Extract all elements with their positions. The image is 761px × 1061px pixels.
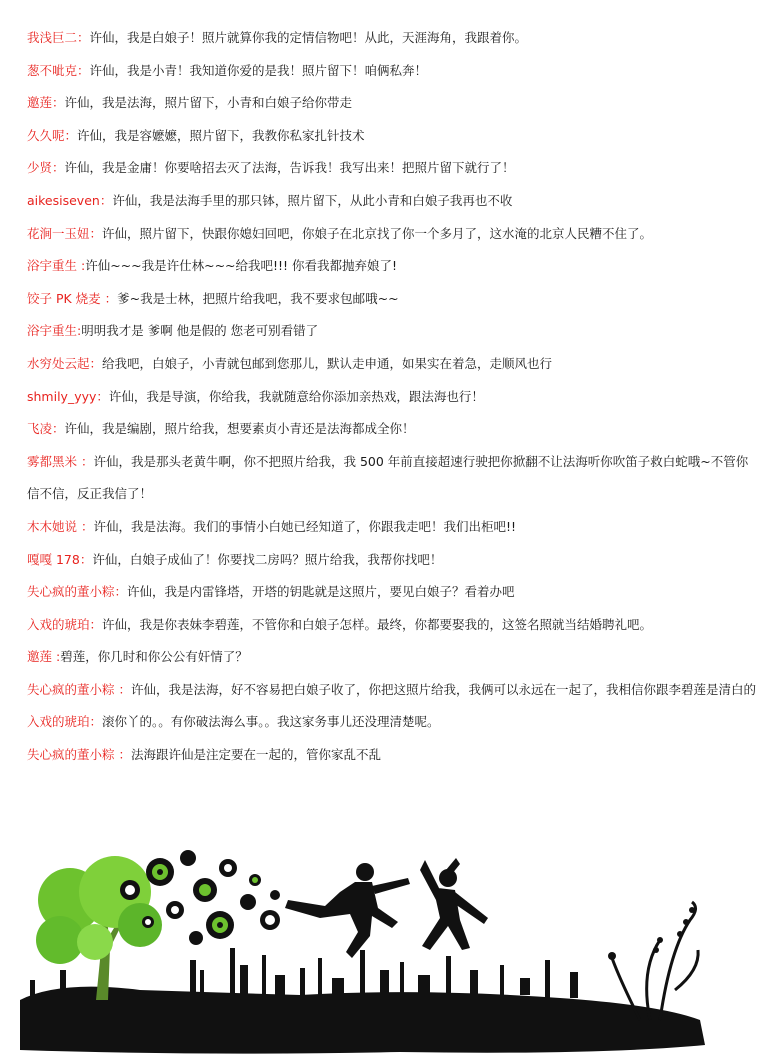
comment-text: 许仙，我是法海，好不容易把白娘子收了，你把这照片给我，我俩可以永远在一起了，我相信你跟李碧莲是清白的: [130, 681, 756, 697]
comment-row: [27, 576, 757, 609]
comment-row: [27, 674, 757, 707]
comment-row: [27, 446, 757, 511]
comment-nickname: 少贤：: [27, 160, 65, 176]
comment-row: [27, 544, 757, 577]
comment-row: [27, 250, 757, 283]
comment-row: [27, 185, 757, 218]
comment-text: 给我吧，白娘子，小青就包邮到您那儿，默认走申通，如果实在着急，走顺风也行: [102, 355, 553, 371]
comment-nickname: 邀莲 :: [27, 649, 61, 665]
comment-nickname: 入戏的琥珀：: [27, 714, 103, 730]
comment-nickname: 失心疯的董小粽 ：: [27, 681, 131, 697]
comment-nickname: shmily_yyy：: [27, 388, 109, 404]
comment-nickname: 饺子 PK 烧麦 ：: [27, 290, 118, 306]
comment-row: [27, 152, 757, 185]
comment-row: [27, 218, 757, 251]
comment-nickname: 浴宇重生 :: [27, 258, 86, 274]
comment-text: 滚你丫的。。有你破法海么事。。我这家务事儿还没理清楚呢。: [102, 714, 440, 730]
comment-nickname: 雾都黑米 ：: [27, 453, 94, 469]
comment-row: [27, 739, 757, 772]
comment-text: 许仙，我是导演，你给我，我就随意给你添加亲热戏，跟法海也行！: [108, 388, 484, 404]
comment-text: 许仙，我是法海手里的那只钵，照片留下，从此小青和白娘子我再也不收: [112, 192, 513, 208]
comment-text: 许仙，我是容嬷嬷，照片留下，我教你私家扎针技术: [77, 127, 365, 143]
comment-nickname: aikesiseven：: [27, 192, 113, 208]
comment-text: 许仙，照片留下，快跟你媳妇回吧，你娘子在北京找了你一个多月了，这水淹的北京人民糟不住了。: [102, 225, 653, 241]
comment-text: 许仙，我是白娘子！照片就算你我的定情信物吧！从此，天涯海角，我跟着你。: [89, 30, 528, 45]
comment-nickname: 邀莲：: [27, 95, 65, 111]
comment-text: 许仙，我是法海。我们的事情小白她已经知道了，你跟我走吧！我们出柜吧!!: [93, 518, 517, 534]
comment-nickname: 水穷处云起：: [27, 355, 103, 371]
comment-text: 许仙，我是金庸！你要啥招去灭了法海，告诉我！我写出来！把照片留下就行了！: [64, 160, 515, 176]
comment-nickname: 入戏的琥珀：: [27, 616, 103, 632]
comment-nickname: 葱不呲克：: [27, 62, 90, 78]
comment-row: [27, 641, 757, 674]
comment-nickname: 久久呢：: [27, 127, 78, 143]
comment-nickname: 我浅巨二：: [27, 30, 90, 45]
comment-row: [27, 413, 757, 446]
comment-row: [27, 348, 757, 381]
comment-text: 许仙，我是编剧，照片给我，想要素贞小青还是法海都成全你！: [64, 421, 415, 437]
comment-text: 爹~我是士林，把照片给我吧，我不要求包邮哦~~: [117, 290, 399, 306]
comment-text: 许仙，我是你表妹李碧莲，不管你和白娘子怎样。最终，你都要娶我的，这签名照就当结婚聘礼吧。: [102, 616, 653, 632]
comment-text: 法海跟许仙是注定要在一起的，管你家乱不乱: [130, 747, 381, 763]
comment-row: [27, 87, 757, 120]
comment-nickname: 花涧一玉妞：: [27, 225, 103, 241]
comment-nickname: 木木她说 ：: [27, 518, 94, 534]
comment-row: [27, 706, 757, 739]
comment-text: 许仙，我是法海，照片留下，小青和白娘子给你带走: [64, 95, 353, 111]
comment-nickname: 失心疯的董小粽 ：: [27, 747, 131, 763]
ground-silhouette-icon: [20, 987, 705, 1054]
comment-text: 许仙，我是小青！我知道你爱的是我！照片留下！咱俩私奔！: [89, 62, 428, 78]
tree-icon: [36, 856, 162, 1000]
comment-row: [27, 315, 757, 348]
comment-nickname: 嘎嘎 178：: [27, 551, 93, 567]
comment-text: 明明我才是 爹啊 他是假的 您老可别看错了: [81, 323, 319, 339]
comment-text: 许仙，我是那头老黄牛啊，你不把照片给我，我 500 年前直接超速行驶把你掀翻不让法海听你吹笛子救白蛇哦~不管你信不信，反正我信了！: [27, 453, 749, 502]
comment-row: [27, 22, 757, 55]
comment-nickname: 飞凌：: [27, 421, 65, 437]
comment-nickname: 失心疯的董小粽：: [27, 584, 128, 600]
jumping-people-icon: [285, 858, 488, 958]
comment-row: [27, 120, 757, 153]
comment-row: [27, 283, 757, 316]
comment-text: 碧莲，你几时和你公公有奸情了？: [60, 649, 248, 665]
comment-text: 许仙，我是内雷锋塔，开塔的钥匙就是这照片，要见白娘子？看着办吧: [127, 584, 515, 600]
comment-row: [27, 609, 757, 642]
comment-row: [27, 55, 757, 88]
comment-text: 许仙~~~我是许仕林~~~给我吧!!! 你看我都抛弃娘了!: [85, 258, 398, 274]
comment-row: [27, 511, 757, 544]
comment-nickname: 浴宇重生:: [27, 323, 82, 339]
comment-list: [27, 22, 757, 772]
comment-row: [27, 381, 757, 414]
decorative-banner: [0, 830, 761, 1061]
comment-text: 许仙，白娘子成仙了！你要找二房吗？照片给我，我帮你找吧！: [92, 551, 443, 567]
